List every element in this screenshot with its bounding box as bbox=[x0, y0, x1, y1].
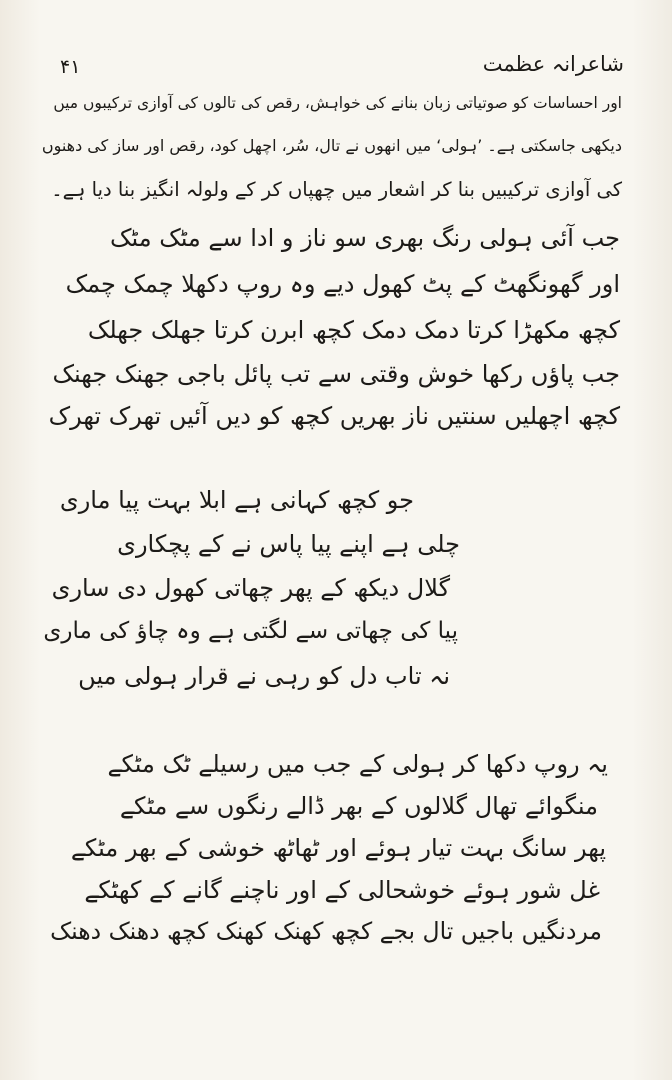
prose-line-2: دیکھی جاسکتی ہے۔ ’ہولی‘ میں انھوں نے تال، سُر، اچھل کود، رقص اور ساز کی دھنوں bbox=[41, 136, 622, 155]
stanza2-line-5: نہ تاب دل کو رہی نے قرار ہولی میں bbox=[78, 662, 450, 690]
stanza2-line-3: گلال دیکھ کے پھر چھاتی کھول دی ساری bbox=[51, 574, 450, 602]
stanza1-line-4: جب پاؤں رکھا خوش وقتی سے تب پائل باجی جھنک جھنک bbox=[52, 360, 620, 388]
stanza1-line-1: جب آئی ہولی رنگ بھری سو ناز و ادا سے مٹک مٹک bbox=[110, 224, 620, 252]
stanza1-line-3: کچھ مکھڑا کرتا دمک دمک کچھ ابرن کرتا جھلک جھلک bbox=[87, 316, 620, 344]
stanza1-line-2: اور گھونگھٹ کے پٹ کھول دیے وہ روپ دکھلا چمک چمک bbox=[65, 270, 620, 298]
stanza3-line-3: پھر سانگ بہت تیار ہوئے اور ٹھاٹھ خوشی کے بھر مٹکے bbox=[70, 834, 606, 862]
page-number: ۴۱ bbox=[60, 56, 81, 78]
stanza2-line-4: پیا کی چھاتی سے لگتی ہے وہ چاؤ کی ماری bbox=[43, 618, 458, 644]
page-header bbox=[60, 52, 624, 92]
running-title: شاعرانہ عظمت bbox=[482, 52, 624, 76]
stanza3-line-5: مردنگیں باجیں تال بجے کچھ کھنک کھنک کچھ دھنک دھنک bbox=[50, 917, 602, 945]
prose-line-1: اور احساسات کو صوتیاتی زبان بنانے کی خواہش، رقص کی تالوں کی آوازی ترکیبوں میں bbox=[53, 94, 622, 112]
stanza2-line-2: چلی ہے اپنے پیا پاس نے کے پچکاری bbox=[117, 530, 460, 558]
stanza1-line-5: کچھ اچھلیں سنتیں ناز بھریں کچھ کو دیں آئیں تھرک تھرک bbox=[48, 402, 620, 430]
stanza3-line-2: منگوائے تھال گلالوں کے بھر ڈالے رنگوں سے مٹکے bbox=[119, 792, 598, 820]
stanza3-line-1: یہ روپ دکھا کر ہولی کے جب میں رسیلے ٹک مٹکے bbox=[107, 750, 608, 778]
stanza2-line-1: جو کچھ کہانی ہے ابلا بہت پیا ماری bbox=[59, 486, 414, 514]
stanza3-line-4: غل شور ہوئے خوشحالی کے اور ناچنے گانے کے کھٹکے bbox=[84, 876, 600, 904]
prose-line-3: کی آوازی ترکیبیں بنا کر اشعار میں چھپاں کر کے ولولہ انگیز بنا دیا ہے۔ bbox=[51, 178, 622, 201]
